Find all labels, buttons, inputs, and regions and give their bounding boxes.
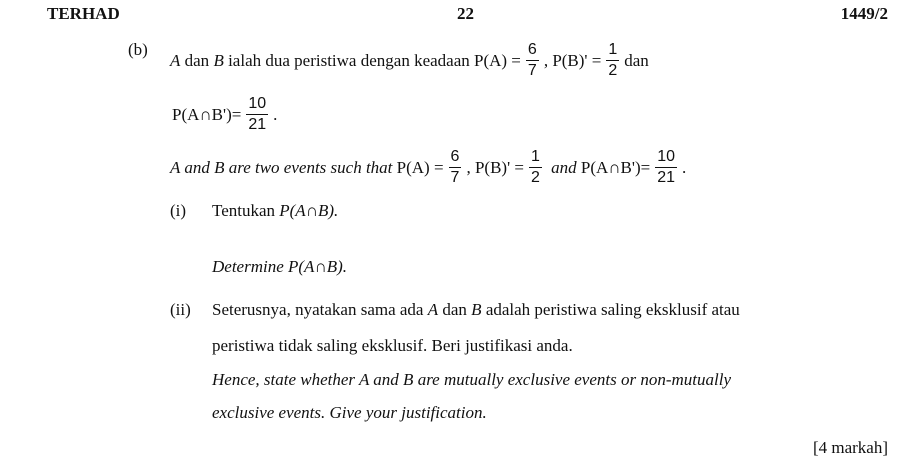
- q1-english: [212, 257, 347, 277]
- text: .: [273, 104, 278, 124]
- expr-pab: P(A∩B')=: [172, 104, 242, 124]
- text: dan: [624, 50, 649, 70]
- text: Seterusnya, nyatakan sama ada: [212, 300, 428, 319]
- paper-code: 1449/2: [840, 4, 888, 23]
- text: .: [682, 157, 687, 177]
- denominator: 21: [657, 169, 676, 186]
- text: dan: [180, 50, 214, 70]
- text: A: [427, 300, 439, 319]
- denominator: 21: [248, 116, 267, 133]
- text: A: [170, 50, 181, 70]
- fraction-pab: [246, 94, 268, 135]
- q2-label: (ii): [170, 300, 191, 319]
- text: B: [471, 300, 482, 319]
- denominator: 7: [450, 169, 460, 186]
- header-restricted-label: TERHAD: [47, 4, 120, 23]
- fraction-pa: [526, 40, 539, 81]
- marks-label: [4 markah]: [812, 438, 888, 457]
- numerator: 1: [606, 40, 619, 61]
- expr: P(A∩B).: [288, 257, 348, 276]
- numerator: 6: [526, 40, 539, 61]
- expr-pb: , P(B)' =: [466, 157, 524, 177]
- fraction-pb: [606, 40, 619, 81]
- q2-malay-line2: peristiwa tidak saling eksklusif. Beri justifikasi anda.: [212, 336, 573, 355]
- malay-line2: [172, 94, 277, 135]
- part-label-text: (b): [128, 40, 148, 59]
- text: B: [213, 50, 224, 70]
- expr-pb: , P(B)' =: [543, 50, 602, 70]
- numerator: 1: [529, 147, 542, 168]
- text: A and B are two events such that: [170, 157, 397, 177]
- q1-label: (i): [170, 201, 187, 220]
- fraction-pa: [449, 147, 462, 188]
- fraction-pb: [529, 147, 542, 188]
- text: adalah peristiwa saling eksklusif atau: [481, 300, 740, 319]
- expr: P(A∩B).: [279, 201, 339, 220]
- q2-english-line2: exclusive events. Give your justification.: [212, 403, 487, 422]
- text: Determine: [212, 257, 289, 276]
- malay-intro: [170, 40, 649, 81]
- text: dan: [438, 300, 472, 319]
- denominator: 2: [530, 169, 540, 186]
- denominator: 7: [527, 62, 537, 79]
- text: Tentukan: [212, 201, 280, 220]
- text: and: [546, 157, 581, 177]
- fraction-pab: [655, 147, 677, 188]
- numerator: 10: [246, 94, 268, 115]
- part-label: [128, 40, 148, 60]
- q1-malay: [212, 201, 338, 221]
- expr-pab: P(A∩B')=: [580, 157, 651, 177]
- numerator: 10: [655, 147, 677, 168]
- denominator: 2: [608, 62, 618, 79]
- text: ialah dua peristiwa dengan keadaan: [223, 50, 474, 70]
- expr-pa: P(A) =: [474, 50, 521, 70]
- expr-pa: P(A) =: [396, 157, 444, 177]
- q2-malay-line1: [212, 300, 740, 320]
- numerator: 6: [449, 147, 462, 168]
- english-intro: [170, 147, 686, 188]
- q2-english-line1: Hence, state whether A and B are mutually exclusive events or non-mutually: [212, 370, 731, 389]
- page-number: 22: [457, 4, 474, 23]
